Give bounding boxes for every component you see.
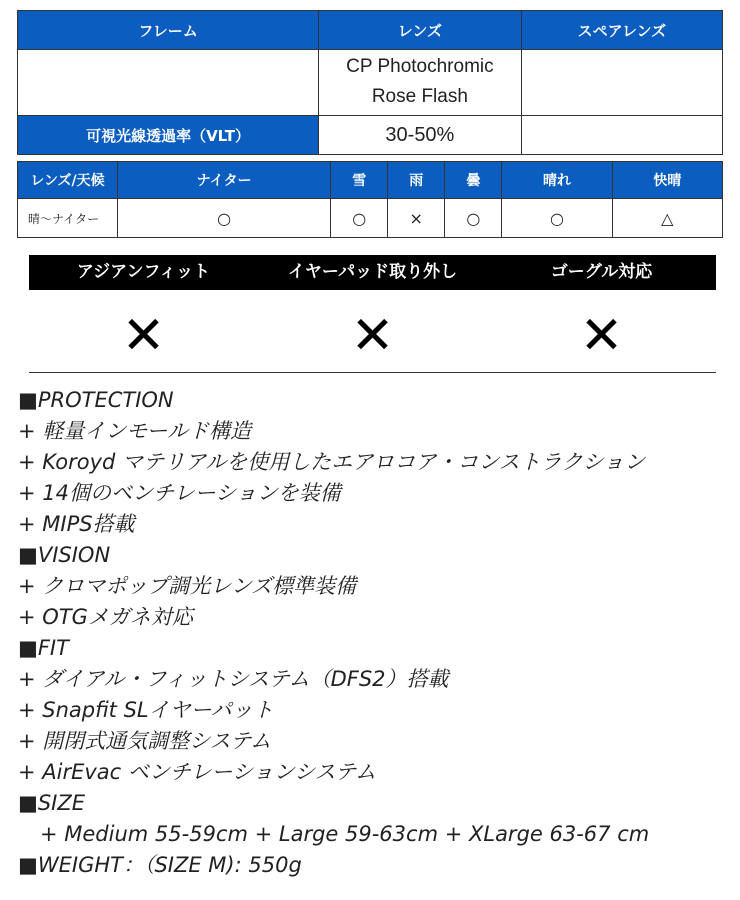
feature-asian-fit-label: アジアンフィット: [76, 262, 211, 282]
list-item: + クロマポップ調光レンズ標準装備: [18, 574, 357, 598]
feature-earpad-label: イヤーパッド取り外し: [287, 262, 458, 282]
header-snow: 雪: [331, 162, 388, 199]
header-lens: レンズ: [319, 11, 522, 50]
header-cloudy: 曇: [445, 162, 502, 199]
frame-value: [18, 50, 319, 116]
lens-value: [319, 50, 522, 116]
list-item: + 14個のベンチレーションを装備: [18, 481, 341, 505]
mark-snow: ○: [331, 199, 388, 238]
mark-cloudy: ○: [445, 199, 502, 238]
spec-table: [17, 10, 723, 155]
vlt-spare-value: [521, 116, 722, 155]
list-item: + 軽量インモールド構造: [18, 419, 252, 443]
feature-values: [29, 300, 716, 373]
feature-goggle-x-icon: ✕: [579, 306, 624, 366]
header-sunny: 晴れ: [502, 162, 612, 199]
mark-rain: ×: [388, 199, 445, 238]
lens-value-line2: Rose Flash: [371, 86, 468, 107]
size-list: + Medium 55-59cm + Large 59-63cm + XLarge 63-67 cm: [40, 822, 650, 846]
header-clear: 快晴: [612, 162, 722, 199]
weather-table: [17, 161, 723, 238]
feature-goggle-label: ゴーグル対応: [550, 262, 653, 282]
list-item: + 開閉式通気調整システム: [18, 729, 272, 753]
list-item: + Snapfit SLイヤーパット: [18, 698, 274, 722]
header-spare-lens: スペアレンズ: [521, 11, 722, 50]
spare-lens-value: [521, 50, 722, 116]
feature-list: [18, 385, 730, 881]
header-frame: フレーム: [18, 11, 319, 50]
section-weight: ■WEIGHT：（SIZE M): 550g: [18, 853, 302, 877]
list-item: + MIPS搭載: [18, 512, 135, 536]
section-protection: ■PROTECTION: [18, 388, 174, 412]
header-night: ナイター: [118, 162, 331, 199]
mark-clear: △: [612, 199, 722, 238]
vlt-label: 可視光線透過率（VLT）: [18, 116, 319, 155]
header-rain: 雨: [388, 162, 445, 199]
feature-earpad-x-icon: ✕: [350, 306, 395, 366]
header-lens-weather: レンズ/天候: [18, 162, 118, 199]
mark-sunny: ○: [502, 199, 612, 238]
lens-value-line1: CP Photochromic: [346, 56, 494, 77]
feature-asian-fit-x-icon: ✕: [121, 306, 166, 366]
section-size: ■SIZE: [18, 791, 86, 815]
section-vision: ■VISION: [18, 543, 111, 567]
section-fit: ■FIT: [18, 636, 69, 660]
vlt-value: 30-50%: [319, 116, 522, 155]
list-item: + ダイアル・フィットシステム（DFS2）搭載: [18, 667, 449, 691]
feature-header-bar: [29, 255, 716, 290]
list-item: + OTGメガネ対応: [18, 605, 193, 629]
mark-night: ○: [118, 199, 331, 238]
list-item: + Koroyd マテリアルを使用したエアロコア・コンストラクション: [18, 450, 646, 474]
weather-row-label: 晴～ナイター: [18, 199, 118, 238]
list-item: + AirEvac ベンチレーションシステム: [18, 760, 377, 784]
